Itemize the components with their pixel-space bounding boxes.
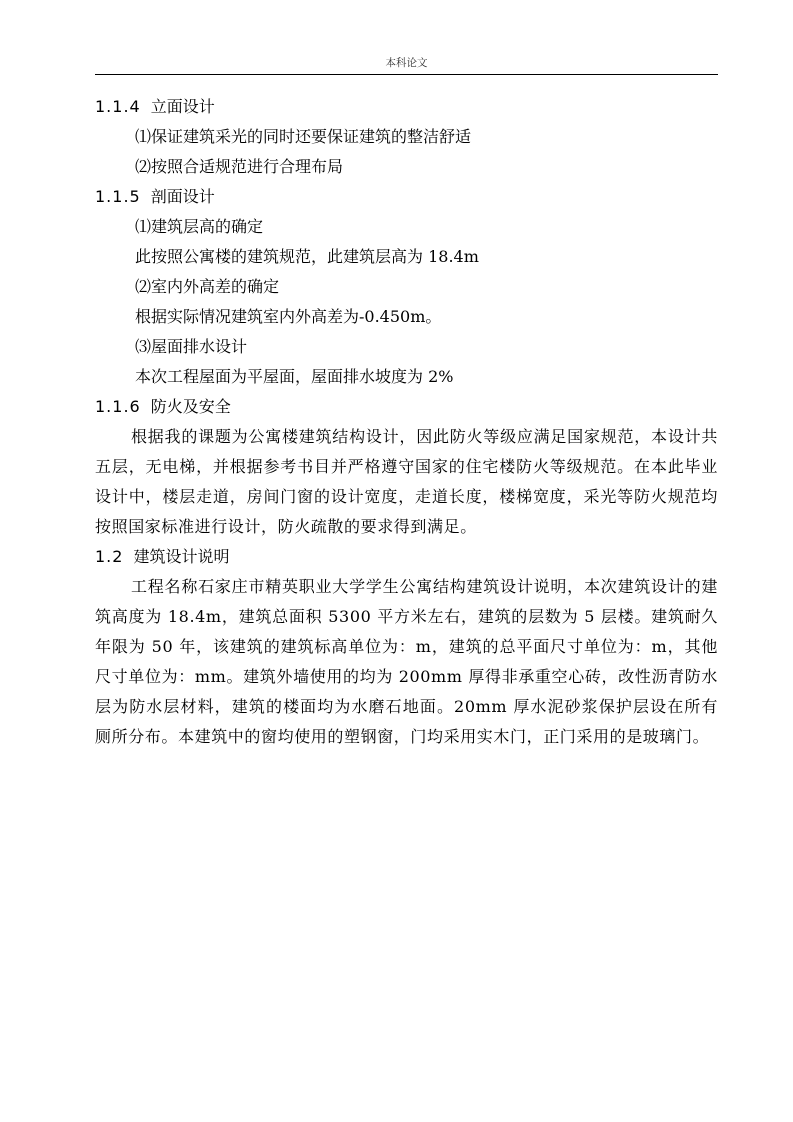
section-title: 防火及安全 [150, 397, 231, 416]
section-number: 1.1.4 [95, 97, 141, 116]
list-item: ⑴建筑层高的确定 [135, 217, 264, 236]
list-item: 此按照公寓楼的建筑规范，此建筑层高为 18.4m [135, 247, 479, 266]
header-title: 本科论文 [385, 57, 428, 69]
list-item: 本次工程屋面为平屋面，屋面排水坡度为 2% [135, 367, 454, 386]
section-number: 1.1.6 [95, 397, 141, 416]
section-title: 剖面设计 [150, 187, 215, 206]
page-header [95, 56, 718, 75]
section-title: 立面设计 [150, 97, 215, 116]
list-item: ⑵按照合适规范进行合理布局 [135, 157, 344, 176]
document-body [95, 92, 718, 752]
fire-safety-paragraph: 根据我的课题为公寓楼建筑结构设计，因此防火等级应满足国家规范，本设计共五层，无电梯，并根据参考书目并严格遵守国家的住宅楼防火等级规范。在本此毕业设计中，楼层走道，房间门窗的设计宽度，走道长度，楼梯宽度，采光等防火规范均按照国家标准进行设计，防火疏散的要求得到满足。 [95, 427, 718, 536]
section-title: 建筑设计说明 [133, 547, 230, 566]
design-notes-paragraph: 工程名称石家庄市精英职业大学学生公寓结构建筑设计说明，本次建筑设计的建筑高度为 18.4m，建筑总面积 5300 平方米左右，建筑的层数为 5 层楼。建筑耐久年限为 50 年，该建筑的建筑标高单位为：m，建筑的总平面尺寸单位为：m，其他尺寸单位为：mm。建筑外墙使用的均为 200mm 厚得非承重空心砖，改性沥青防水层为防水层材料，建筑的楼面均为水磨石地面。20mm 厚水泥砂浆保护层设在所有厕所分布。本建筑中的窗均使用的塑钢窗，门均采用实木门，正门采用的是玻璃门。 [95, 577, 718, 746]
section-heading-elevation [95, 92, 718, 122]
section-number: 1.1.5 [95, 187, 141, 206]
list-item: ⑶屋面排水设计 [135, 337, 248, 356]
section-number: 1.2 [95, 547, 124, 566]
list-item: ⑵室内外高差的确定 [135, 277, 280, 296]
list-item: ⑴保证建筑采光的同时还要保证建筑的整洁舒适 [135, 127, 472, 146]
section-heading-design-notes [95, 542, 718, 572]
section-heading-fire-safety [95, 392, 718, 422]
list-item: 根据实际情况建筑室内外高差为-0.450m。 [135, 307, 442, 326]
section-heading-section-design [95, 182, 718, 212]
